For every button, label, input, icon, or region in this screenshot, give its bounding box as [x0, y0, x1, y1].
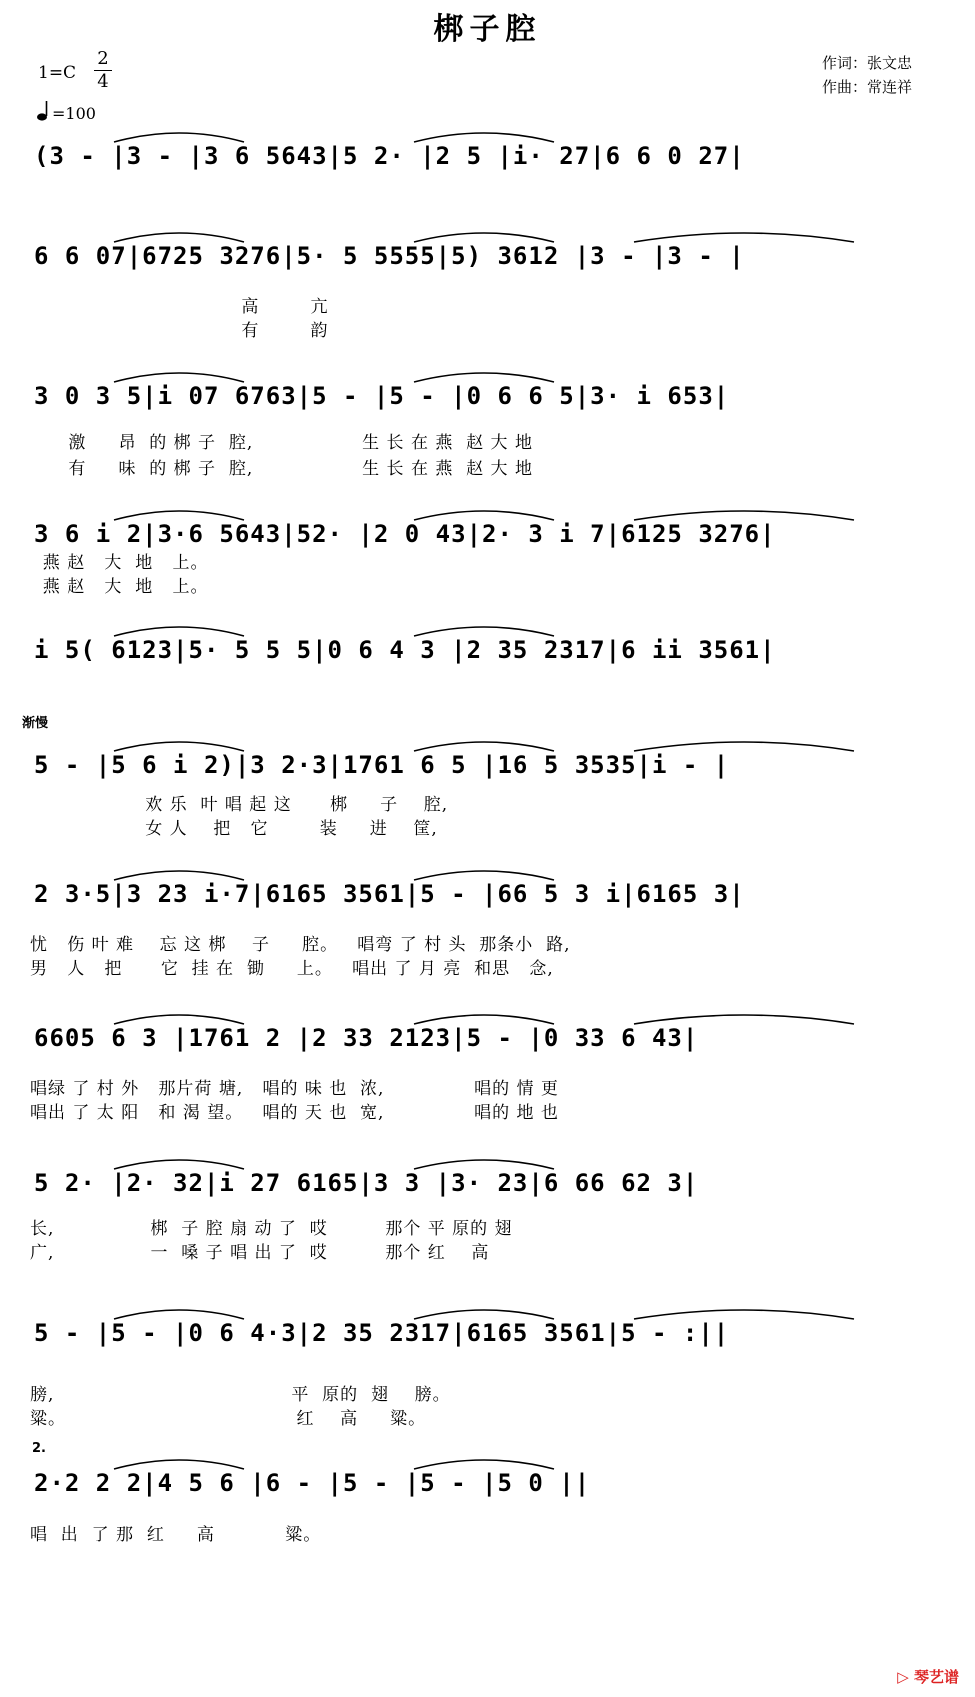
lyric-line: 欢 乐 叶 唱 起 这 梆 子 腔,: [30, 795, 449, 815]
slur-arc: [114, 511, 244, 520]
score-system-5: [34, 622, 956, 672]
notation-line: 3 0 3 5|i 07 6763|5 - |5 - |0 6 6 5|3· i 653|: [34, 382, 730, 410]
key-signature: 1=C: [38, 63, 77, 83]
slur-arc: [414, 742, 554, 751]
slur-arc: [114, 373, 244, 382]
score-system-8: [34, 1010, 956, 1060]
slur-arc: [634, 742, 854, 751]
tempo-marking: [52, 104, 96, 123]
watermark: [897, 1666, 959, 1687]
slur-arc: [414, 627, 554, 636]
notation-line: 6605 6 3 |1761 2 |2 33 2123|5 - |0 33 6 43|: [34, 1024, 699, 1052]
watermark-text: 琴艺谱: [913, 1668, 959, 1686]
slur-arc: [414, 1460, 554, 1469]
watermark-logo-icon: ▷: [897, 1668, 909, 1686]
score-system-2: [34, 228, 956, 278]
notation-line: 5 2· |2· 32|i 27 6165|3 3 |3· 23|6 66 62 3|: [34, 1169, 699, 1197]
lyric-line: 广, 一 嗓 子 唱 出 了 哎 那个 红 高: [30, 1243, 490, 1263]
lyric-line: 膀, 平 原的 翅 膀。: [30, 1385, 451, 1405]
notation-line: 3 6 i 2|3·6 5643|52· |2 0 43|2· 3 i 7|6125 3276|: [34, 520, 776, 548]
slur-arc: [114, 1460, 244, 1469]
lyric-line: 唱出 了 太 阳 和 渴 望。 唱的 天 也 宽, 唱的 地 也: [30, 1103, 559, 1123]
slur-arc: [414, 373, 554, 382]
time-signature: [92, 48, 114, 93]
notation-line: 2 3·5|3 23 i·7|6165 3561|5 - |66 5 3 i|6165 3|: [34, 880, 745, 908]
slur-arc: [414, 1015, 554, 1024]
slur-arc: [414, 1160, 554, 1169]
slur-arc: [634, 1015, 854, 1024]
slur-arc: [114, 742, 244, 751]
lyric-line: 燕 赵 大 地 上。: [30, 577, 209, 597]
slur-arc: [114, 1160, 244, 1169]
slur-arc: [114, 627, 244, 636]
lyric-line: 激 昂 的 梆 子 腔, 生 长 在 燕 赵 大 地: [30, 433, 533, 453]
lyric-line: 有 韵: [30, 321, 329, 341]
lyric-line: 长, 梆 子 腔 扇 动 了 哎 那个 平 原的 翅: [30, 1219, 513, 1239]
lyricist-credit: 作词：张文忠: [822, 54, 913, 72]
quarter-note-icon: [36, 100, 50, 122]
lyric-line: 忧 伤 叶 难 忘 这 梆 子 腔。 唱弯 了 村 头 那条小 路,: [30, 935, 571, 955]
notation-line: 6 6 07|6725 3276|5· 5 5555|5) 3612 |3 - |3 - |: [34, 242, 745, 270]
notation-line: 5 - |5 - |0 6 4·3|2 35 2317|6165 3561|5 - :||: [34, 1319, 730, 1347]
score-system-3: [34, 368, 956, 418]
song-title: 梆子腔: [433, 12, 542, 47]
notation-line: (3 - |3 - |3 6 5643|5 2· |2 5 |i· 27|6 6 0 27|: [34, 142, 745, 170]
lyric-line: 高 亢: [30, 297, 329, 317]
lyric-line: 唱 出 了 那 红 高 粱。: [30, 1525, 322, 1545]
tempo-value: =100: [52, 104, 96, 123]
notation-line: i 5( 6123|5· 5 5 5|0 6 4 3 |2 35 2317|6 ii 3561|: [34, 636, 776, 664]
ritardando-marking: 渐慢: [22, 716, 49, 731]
slur-arc: [634, 1310, 854, 1319]
lyric-line: 有 味 的 梆 子 腔, 生 长 在 燕 赵 大 地: [30, 459, 533, 479]
time-signature-bottom: 4: [97, 71, 109, 92]
score-system-6: [34, 737, 956, 787]
slur-arc: [634, 233, 854, 242]
slur-arc: [114, 1015, 244, 1024]
score-system-7: [34, 866, 956, 916]
lyric-line: 燕 赵 大 地 上。: [30, 553, 209, 573]
slur-arc: [114, 233, 244, 242]
score-system-11: [34, 1455, 956, 1505]
slur-arc: [414, 871, 554, 880]
second-ending-marking: 2.: [32, 1441, 46, 1456]
slur-arc: [414, 1310, 554, 1319]
time-signature-top: 2: [97, 48, 109, 69]
notation-line: 2·2 2 2|4 5 6 |6 - |5 - |5 - |5 0 ||: [34, 1469, 591, 1497]
slur-arc: [414, 511, 554, 520]
slur-arc: [414, 133, 554, 142]
slur-arc: [414, 233, 554, 242]
lyric-line: 男 人 把 它 挂 在 锄 上。 唱出 了 月 亮 和思 念,: [30, 959, 554, 979]
lyric-line: 女 人 把 它 装 进 筐,: [30, 819, 438, 839]
slur-arc: [114, 1310, 244, 1319]
slur-arc: [114, 133, 244, 142]
slur-arc: [114, 871, 244, 880]
score-system-1: [34, 128, 956, 178]
score-system-9: [34, 1155, 956, 1205]
composer-credit: 作曲：常连祥: [822, 78, 913, 96]
score-system-10: [34, 1305, 956, 1355]
lyric-line: 唱绿 了 村 外 那片荷 塘, 唱的 味 也 浓, 唱的 情 更: [30, 1079, 559, 1099]
lyric-line: 粱。 红 高 粱。: [30, 1409, 427, 1429]
slur-arc: [634, 511, 854, 520]
notation-line: 5 - |5 6 i 2)|3 2·3|1761 6 5 |16 5 3535|i - |: [34, 751, 730, 779]
